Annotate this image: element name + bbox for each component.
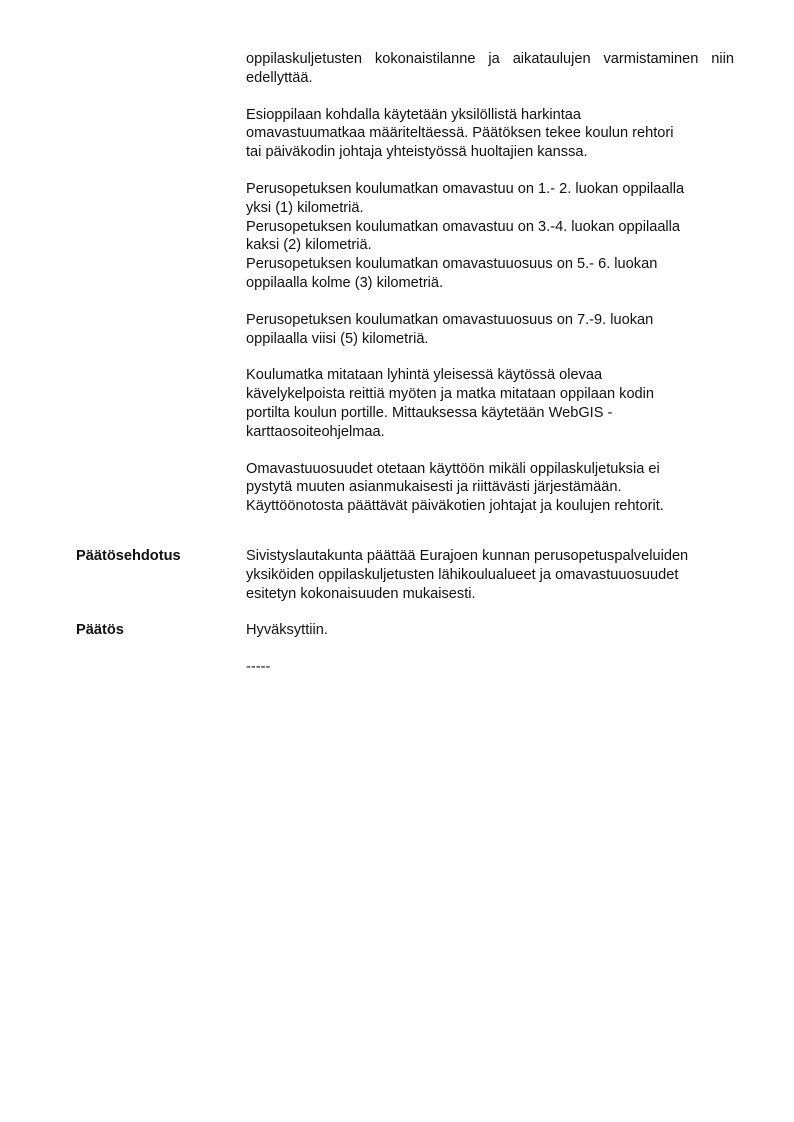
- text-line: portilta koulun portille. Mittauksessa käytetään WebGIS -: [246, 404, 613, 421]
- paragraph-grades-1-6: [246, 180, 734, 293]
- text-line: kävelykelpoista reittiä myöten ja matka mitataan oppilaan kodin: [246, 386, 655, 403]
- text-line: Perusopetuksen koulumatkan omavastuu on 1.- 2. luokan oppilaalla: [246, 180, 685, 197]
- text-line: Esioppilaan kohdalla käytetään yksilöllistä harkintaa: [246, 106, 582, 123]
- text-line: yksiköiden oppilaskuljetusten lähikoulualueet ja omavastuuosuudet: [246, 566, 679, 583]
- text-line: Käyttöönotosta päättävät päiväkotien johtajat ja koulujen rehtorit.: [246, 498, 664, 515]
- proposal-text: [246, 547, 734, 603]
- paragraph-distance-measurement: [246, 366, 734, 441]
- paragraph-transport-schedule: [246, 50, 734, 88]
- text-line: tai päiväkodin johtaja yhteistyössä huoltajien kanssa.: [246, 144, 588, 161]
- text-line: Koulumatka mitataan lyhintä yleisessä käytössä olevaa: [246, 367, 603, 384]
- paragraph-deployment: [246, 460, 734, 516]
- text-line: Perusopetuksen koulumatkan omavastuu on 3.-4. luokan oppilaalla: [246, 218, 681, 235]
- text-line: edellyttää.: [246, 69, 313, 86]
- paragraph-preschool: [246, 106, 734, 162]
- text-line: karttaosoiteohjelmaa.: [246, 423, 385, 440]
- text-line: yksi (1) kilometriä.: [246, 199, 364, 216]
- text-line: Sivistyslautakunta päättää Eurajoen kunnan perusopetuspalveluiden: [246, 548, 689, 564]
- text-line: omavastuumatkaa määriteltäessä. Päätöksen tekee koulun rehtori: [246, 125, 674, 142]
- paragraph-grades-7-9: [246, 311, 734, 349]
- text-line: oppilaalla kolme (3) kilometriä.: [246, 274, 444, 291]
- text-line: Perusopetuksen koulumatkan omavastuuosuus on 7.-9. luokan: [246, 311, 654, 328]
- decision-label: Päätös: [76, 622, 124, 638]
- text-line: Perusopetuksen koulumatkan omavastuuosuus on 5.- 6. luokan: [246, 256, 658, 273]
- text-line: pystytä muuten asianmukaisesti ja riittävästi järjestämään.: [246, 479, 622, 496]
- text-line: kaksi (2) kilometriä.: [246, 237, 372, 254]
- proposal-label: Päätösehdotus: [76, 548, 181, 564]
- text-line: Omavastuuosuudet otetaan käyttöön mikäli oppilaskuljetuksia ei: [246, 460, 660, 477]
- decision-value: Hyväksyttiin.: [246, 622, 328, 638]
- text-line: esitetyn kokonaisuuden mukaisesti.: [246, 585, 476, 602]
- body-text-column: [246, 50, 734, 534]
- decision-text: [246, 621, 734, 677]
- text-line: oppilaskuljetusten kokonaistilanne ja aikataulujen varmistaminen niin: [246, 51, 734, 67]
- end-marker: -----: [246, 658, 271, 675]
- text-line: oppilaalla viisi (5) kilometriä.: [246, 330, 429, 347]
